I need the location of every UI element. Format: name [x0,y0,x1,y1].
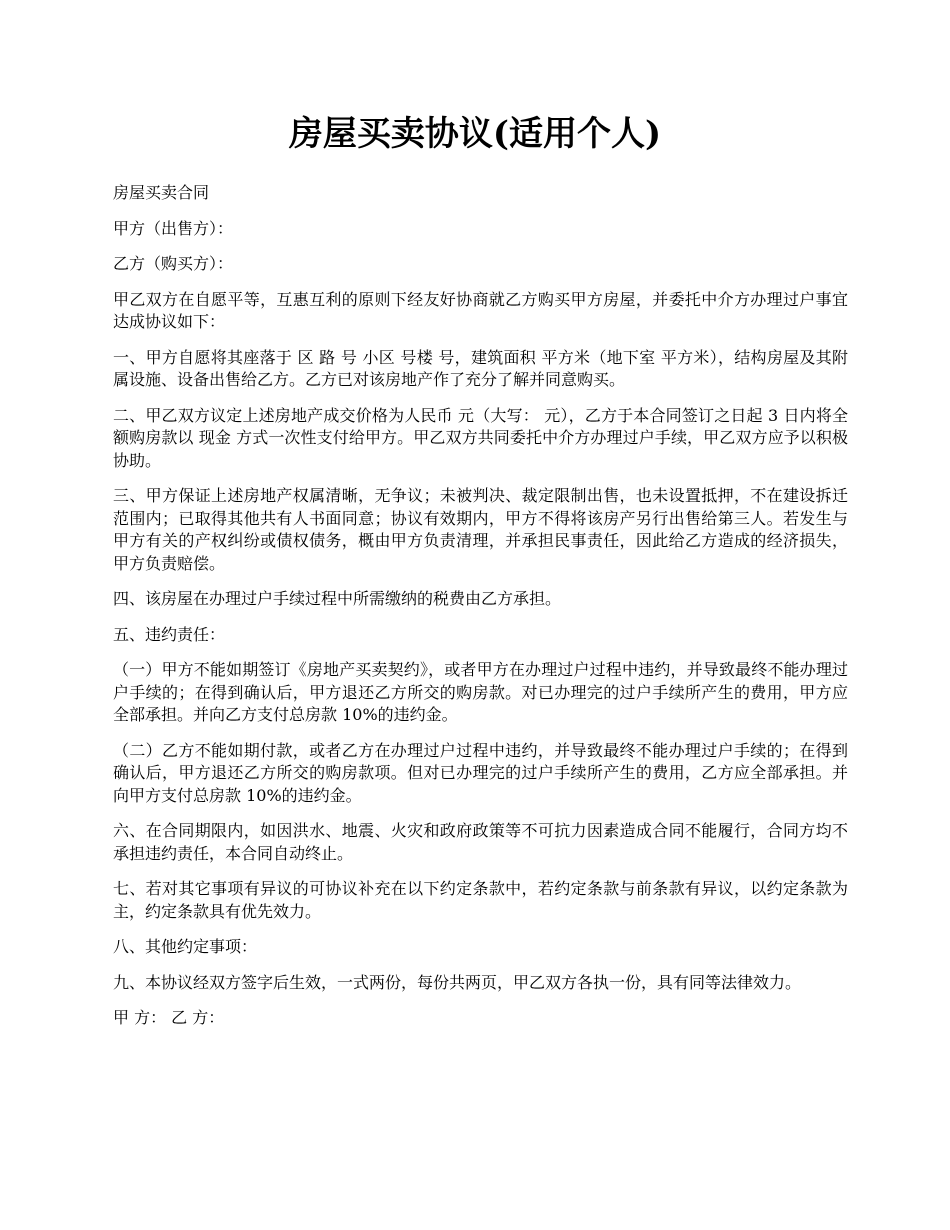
clause-5-heading: 五、违约责任： [113,624,226,644]
clause-3: 三、甲方保证上述房地产权属清晰，无争议；未被判决、裁定限制出售，也未设置抵押，不在建设拆迁范围内；已取得其他共有人书面同意；协议有效期内，甲方不得将该房产另行出售给第三人。若发生与甲方有关的产权纠纷或债权债务，概由甲方负责清理，并承担民事责任，因此给乙方造成的经济损失，甲方负责赔偿。 [113,486,848,573]
clause-5-item-2: （二）乙方不能如期付款，或者乙方在办理过户过程中违约，并导致最终不能办理过户手续的；在得到确认后，甲方退还乙方所交的购房款项。但对已办理完的过户手续所产生的费用，乙方应全部承担。并向甲方支付总房款 10%的违约金。 [113,740,848,805]
clause-2: 二、甲乙双方议定上述房地产成交价格为人民币 元（大写： 元），乙方于本合同签订之日起 3 日内将全额购房款以 现金 方式一次性支付给甲方。甲乙双方共同委托中介方办理过户手续，甲乙双方应予以积极协助。 [113,405,848,470]
clause-4: 四、该房屋在办理过户手续过程中所需缴纳的税费由乙方承担。 [113,589,562,608]
document-title: 房屋买卖协议(适用个人) [288,114,662,154]
clause-7: 七、若对其它事项有异议的可协议补充在以下约定条款中，若约定条款与前条款有异议，以约定条款为主，约定条款具有优先效力。 [113,879,848,921]
party-a-line: 甲方（出售方）： [113,218,234,238]
preamble-paragraph: 甲乙双方在自愿平等，互惠互利的原则下经友好协商就乙方购买甲方房屋，并委托中介方办理过户事宜达成协议如下： [113,289,848,331]
signature-line: 甲 方： 乙 方： [113,1008,225,1027]
clause-6: 六、在合同期限内，如因洪水、地震、火灾和政府政策等不可抗力因素造成合同不能履行，合同方均不承担违约责任，本合同自动终止。 [113,821,848,863]
party-b-line: 乙方（购买方）： [113,254,234,273]
contract-heading: 房屋买卖合同 [113,183,210,202]
clause-9: 九、本协议经双方签字后生效，一式两份，每份共两页，甲乙双方各执一份，具有同等法律效力。 [113,972,802,992]
document-body [113,182,848,1043]
clause-1: 一、甲方自愿将其座落于 区 路 号 小区 号楼 号，建筑面积 平方米（地下室 平方米），结构房屋及其附属设施、设备出售给乙方。乙方已对该房地产作了充分了解并同意购买。 [113,347,848,389]
clause-8: 八、其他约定事项： [113,937,258,956]
clause-5-item-1: （一）甲方不能如期签订《房地产买卖契约》，或者甲方在办理过户过程中违约，并导致最终不能办理过户手续的；在得到确认后，甲方退还乙方所交的购房款。对已办理完的过户手续所产生的费用，甲方应全部承担。并向乙方支付总房款 10%的违约金。 [113,660,848,724]
